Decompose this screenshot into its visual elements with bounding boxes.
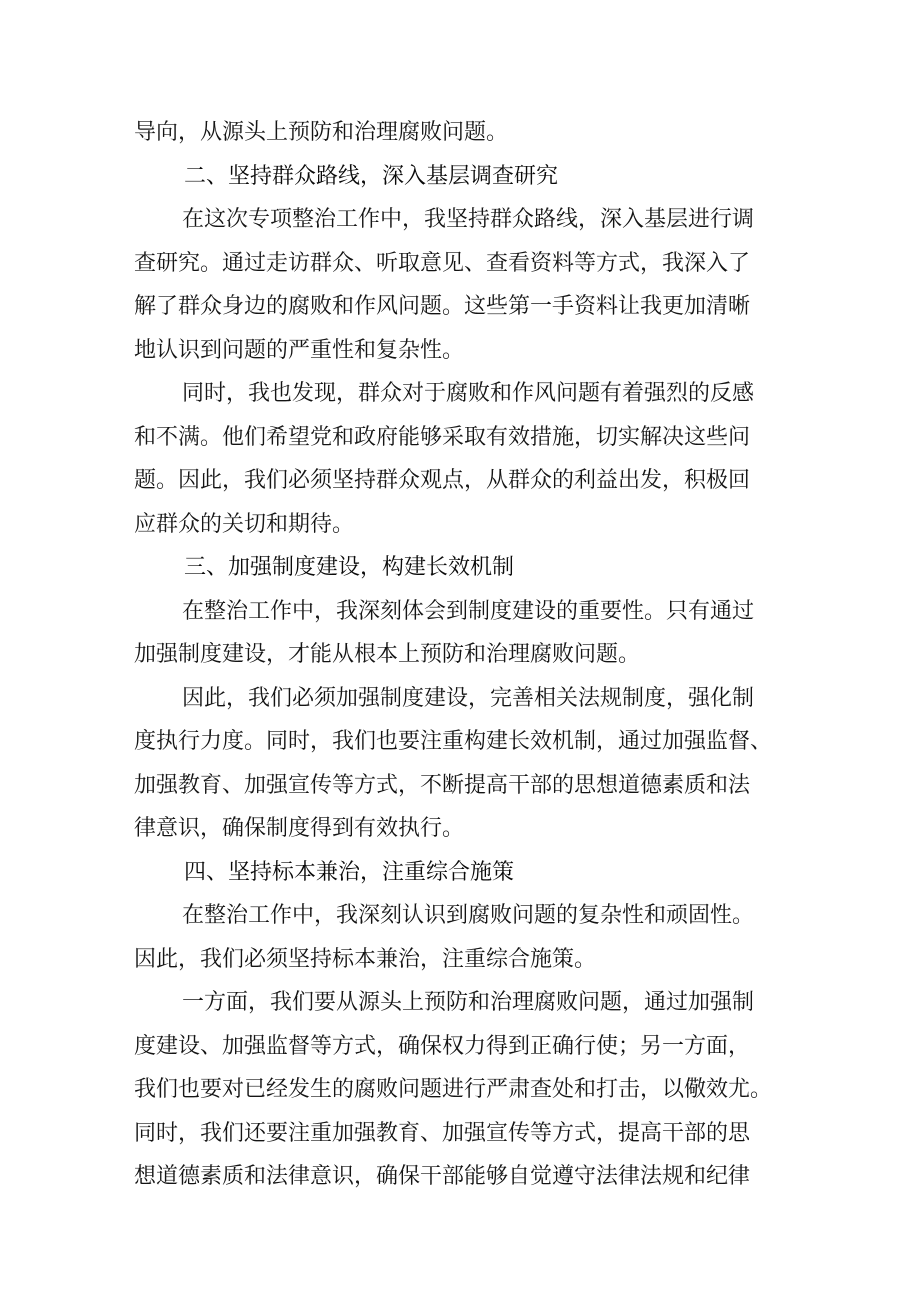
paragraph-line: 应群众的关切和期待。 [134, 511, 355, 537]
paragraph-line: 因此，我们必须坚持标本兼治，注重综合施策。 [134, 946, 597, 972]
paragraph-line: 同时，我们还要注重加强教育、加强宣传等方式，提高干部的思 [134, 1120, 751, 1146]
paragraph-line: 加强教育、加强宣传等方式，不断提高干部的思想道德素质和法 [134, 772, 751, 798]
paragraph-line: 一方面，我们要从源头上预防和治理腐败问题，通过加强制 [182, 990, 755, 1015]
paragraph-line: 查研究。通过走访群众、听取意见、查看资料等方式，我深入了 [134, 250, 751, 276]
section-heading-4: 四、坚持标本兼治，注重综合施策 [184, 859, 515, 885]
paragraph-line: 我们也要对已经发生的腐败问题进行严肃查处和打击，以儆效尤。 [134, 1077, 773, 1102]
paragraph-line: 同时，我也发现，群众对于腐败和作风问题有着强烈的反感 [182, 381, 755, 406]
paragraph-line: 地认识到问题的严重性和复杂性。 [134, 337, 465, 363]
paragraph-line: 想道德素质和法律意识，确保干部能够自觉遵守法律法规和纪律 [134, 1164, 751, 1189]
paragraph-line: 度执行力度。同时，我们也要注重构建长效机制，通过加强监督、 [134, 729, 773, 754]
paragraph-line: 解了群众身边的腐败和作风问题。这些第一手资料让我更加清晰 [134, 294, 751, 319]
paragraph-line: 在整治工作中，我深刻体会到制度建设的重要性。只有通过 [182, 598, 755, 624]
paragraph-line: 在整治工作中，我深刻认识到腐败问题的复杂性和顽固性。 [182, 903, 755, 928]
paragraph-line: 和不满。他们希望党和政府能够采取有效措施，切实解决这些问 [134, 424, 751, 450]
section-heading-2: 二、坚持群众路线，深入基层调查研究 [184, 163, 559, 189]
paragraph-line: 导向，从源头上预防和治理腐败问题。 [134, 120, 509, 145]
paragraph-line: 度建设、加强监督等方式，确保权力得到正确行使；另一方面， [134, 1033, 751, 1059]
document-body [134, 111, 790, 1199]
paragraph-line: 因此，我们必须加强制度建设，完善相关法规制度，强化制 [182, 685, 755, 711]
paragraph-line: 在这次专项整治工作中，我坚持群众路线，深入基层进行调 [182, 207, 755, 232]
paragraph-line: 题。因此，我们必须坚持群众观点，从群众的利益出发，积极回 [134, 468, 751, 493]
section-heading-3: 三、加强制度建设，构建长效机制 [184, 555, 515, 580]
paragraph-line: 律意识，确保制度得到有效执行。 [134, 816, 465, 841]
paragraph-line: 加强制度建设，才能从根本上预防和治理腐败问题。 [134, 642, 641, 667]
